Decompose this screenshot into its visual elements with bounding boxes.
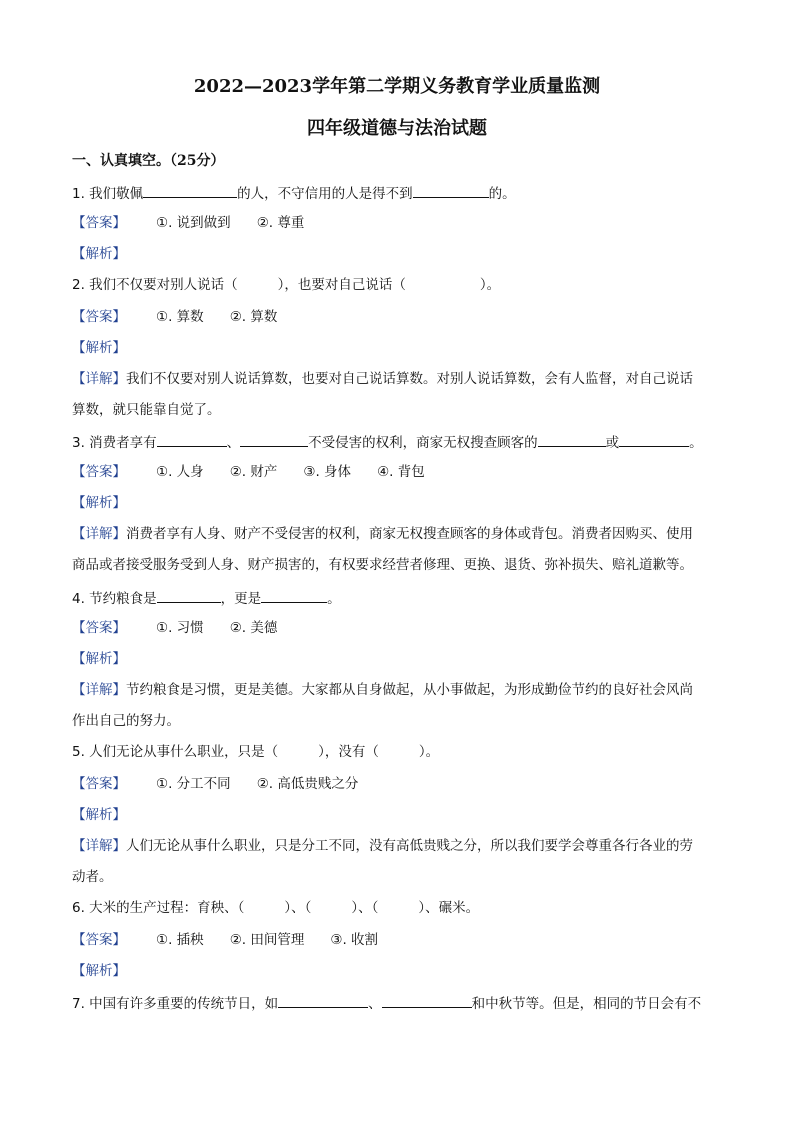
answer-option: ②. 财产: [229, 464, 278, 480]
question-5: [72, 743, 732, 761]
answer-option: ②. 尊重: [256, 215, 305, 231]
detail-row-2b: [72, 401, 732, 419]
detail-text: 商品或者接受服务受到人身、财产损害的，有权要求经营者修理、更换、退货、弥补损失、赔礼道歉等。: [72, 557, 693, 573]
question-text: ），没有（: [318, 744, 379, 760]
question-text: 3. 消费者享有: [72, 435, 157, 451]
question-7: [72, 993, 732, 1013]
question-text: ，更是: [220, 591, 262, 607]
detail-text: 消费者享有人身、财产不受侵害的权利，商家无权搜查顾客的身体或背包。消费者因购买、使用: [126, 526, 693, 542]
detail-row-5a: [72, 837, 732, 855]
answer-blank: [157, 432, 227, 447]
answer-option: ④. 背包: [377, 464, 425, 480]
question-text: 或: [605, 435, 620, 451]
answer-row-2: [72, 308, 732, 326]
question-text: 4. 节约粮食是: [72, 591, 157, 607]
question-text: 和中秋节等。但是，相同的节日会有不: [471, 996, 702, 1012]
analysis-row-2: [72, 339, 732, 357]
detail-label: 【详解】: [72, 838, 126, 854]
answer-option: ①. 插秧: [156, 932, 204, 948]
answer-blank: [143, 183, 237, 198]
detail-text: 动者。: [72, 869, 113, 885]
page-title-line2: 四年级道德与法治试题: [307, 118, 487, 139]
analysis-label: 【解析】: [72, 246, 126, 262]
question-text: ）。: [418, 744, 440, 760]
question-text: ）、（: [284, 900, 312, 916]
question-text: ）、碾米。: [418, 900, 480, 916]
detail-row-5b: [72, 868, 732, 886]
analysis-label: 【解析】: [72, 495, 126, 511]
answer-label: 【答案】: [72, 776, 126, 792]
answer-option: ①. 人身: [156, 464, 204, 480]
answer-blank: [538, 432, 606, 447]
question-text: ）、（: [351, 900, 379, 916]
question-4: [72, 588, 732, 608]
question-text: 1. 我们敬佩: [72, 186, 144, 202]
analysis-row-6: [72, 962, 732, 980]
analysis-row-5: [72, 806, 732, 824]
answer-option: ①. 算数: [156, 309, 204, 325]
question-6: [72, 899, 732, 917]
question-text: 不受侵害的权利，商家无权搜查顾客的: [308, 435, 538, 451]
answer-blank: [619, 432, 689, 447]
detail-label: 【详解】: [72, 371, 126, 387]
answer-option: ①. 习惯: [156, 620, 204, 636]
detail-text: 节约粮食是习惯，更是美德。大家都从自身做起，从小事做起，为形成勤俭节约的良好社会风尚: [126, 682, 693, 698]
question-text: 、: [226, 435, 241, 451]
question-text: 的人，不守信用的人是得不到: [237, 186, 413, 202]
detail-text: 作出自己的努力。: [72, 713, 180, 729]
analysis-row-4: [72, 650, 732, 668]
answer-label: 【答案】: [72, 464, 126, 480]
answer-option: ②. 算数: [229, 309, 278, 325]
page-title-line1: 2022—2023学年第二学期义务教育学业质量监测: [193, 76, 601, 97]
answer-option: ②. 高低贵贱之分: [256, 776, 359, 792]
question-2: [72, 276, 732, 294]
analysis-label: 【解析】: [72, 807, 126, 823]
analysis-label: 【解析】: [72, 651, 126, 667]
answer-blank: [261, 588, 327, 603]
question-text: 、: [368, 996, 382, 1012]
detail-text: 我们不仅要对别人说话算数，也要对自己说话算数。对别人说话算数，会有人监督，对自己说话: [126, 371, 693, 387]
answer-row-3: [72, 463, 732, 481]
section-heading: 一、认真填空。（25分）: [72, 153, 225, 169]
detail-row-4a: [72, 681, 732, 699]
question-text: 6. 大米的生产过程：育秧、（: [72, 900, 245, 916]
answer-blank: [382, 993, 472, 1008]
question-text: ）。: [479, 277, 501, 293]
answer-blank: [157, 588, 221, 603]
answer-label: 【答案】: [72, 932, 126, 948]
answer-blank: [413, 183, 489, 198]
question-1: [72, 183, 732, 203]
detail-label: 【详解】: [72, 682, 126, 698]
analysis-row-3: [72, 494, 732, 512]
detail-row-3a: [72, 525, 732, 543]
analysis-label: 【解析】: [72, 963, 126, 979]
question-3: [72, 432, 732, 452]
answer-option: ②. 美德: [229, 620, 278, 636]
answer-row-6: [72, 931, 732, 949]
question-text: 5. 人们无论从事什么职业，只是（: [72, 744, 279, 760]
answer-option: ③. 收割: [330, 932, 379, 948]
question-text: 7. 中国有许多重要的传统节日，如: [72, 996, 279, 1012]
detail-text: 人们无论从事什么职业，只是分工不同，没有高低贵贱之分，所以我们要学会尊重各行各业的劳: [126, 838, 693, 854]
answer-blank: [240, 432, 308, 447]
question-text: ），也要对自己说话（: [277, 277, 406, 293]
detail-row-4b: [72, 712, 732, 730]
question-text: 。: [327, 591, 341, 607]
answer-label: 【答案】: [72, 309, 126, 325]
answer-blank: [278, 993, 368, 1008]
question-text: 。: [689, 435, 703, 451]
question-text: 的。: [488, 186, 516, 202]
answer-option: ③. 身体: [303, 464, 352, 480]
detail-label: 【详解】: [72, 526, 126, 542]
detail-text: 算数，就只能靠自觉了。: [72, 402, 221, 418]
answer-label: 【答案】: [72, 620, 126, 636]
answer-row-1: [72, 214, 732, 232]
answer-option: ①. 说到做到: [156, 215, 231, 231]
detail-row-3b: [72, 556, 732, 574]
answer-row-5: [72, 775, 732, 793]
answer-option: ①. 分工不同: [156, 776, 231, 792]
answer-label: 【答案】: [72, 215, 126, 231]
detail-row-2a: [72, 370, 732, 388]
analysis-row-1: [72, 245, 732, 263]
answer-row-4: [72, 619, 732, 637]
answer-option: ②. 田间管理: [229, 932, 305, 948]
question-text: 2. 我们不仅要对别人说话（: [72, 277, 238, 293]
analysis-label: 【解析】: [72, 340, 126, 356]
